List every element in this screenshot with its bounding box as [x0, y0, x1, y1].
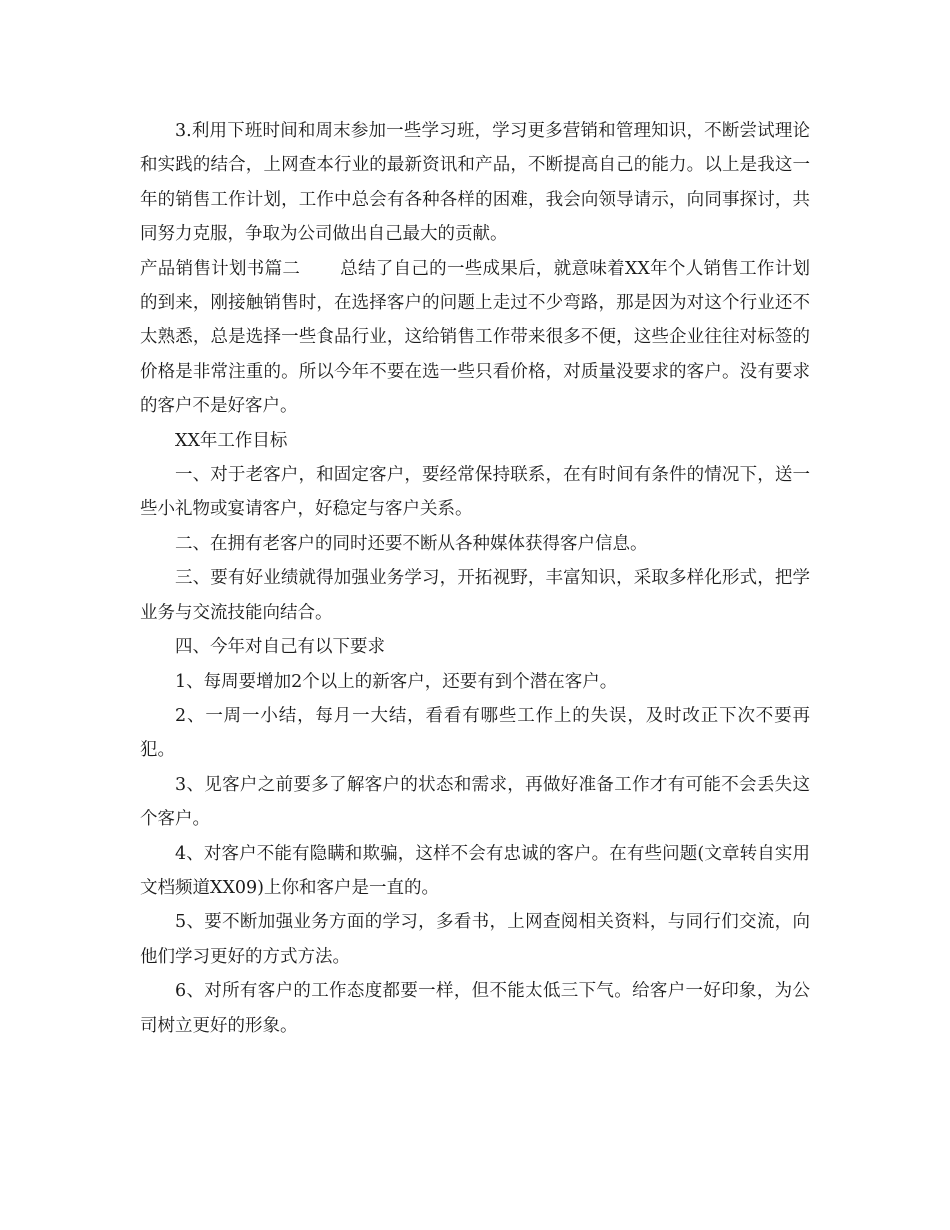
document-body	[140, 114, 810, 1043]
requirement-item-3: 3、见客户之前要多了解客户的状态和需求，再做好准备工作才有可能不会丢失这个客户。	[140, 774, 810, 830]
requirement-item-6: 6、对所有客户的工作态度都要一样，但不能太低三下气。给客户一好印象，为公司树立更好的形象。	[140, 981, 810, 1036]
requirement-item-1: 1、每周要增加2个以上的新客户，还要有到个潜在客户。	[175, 671, 618, 692]
requirement-item-5: 5、要不断加强业务方面的学习，多看书，上网查阅相关资料，与同行们交流，向他们学习更好的方式方法。	[140, 912, 810, 967]
goal-item-1: 一、对于老客户，和固定客户，要经常保持联系，在有时间有条件的情况下，送一些小礼物或宴请客户，好稳定与客户关系。	[140, 465, 810, 520]
requirement-item-2: 2、一周一小结，每月一大结，看看有哪些工作上的失误，及时改正下次不要再犯。	[140, 705, 810, 761]
section-intro: 总结了自己的一些成果后，就意味着XX年个人销售工作计划的到来，刚接触销售时，在选择客户的问题上走过不少弯路，那是因为对这个行业还不太熟悉，总是选择一些食品行业，这给销售工作带来很多不便，这些企业往往对标签的价格是非常注重的。所以今年不要在选一些只看价格，对质量没要求的客户。没有要求的客户不是好客户。	[140, 258, 810, 417]
goal-item-3: 三、要有好业绩就得加强业务学习，开拓视野，丰富知识，采取多样化形式，把学业务与交流技能向结合。	[140, 568, 810, 623]
section-heading: 产品销售计划书篇二	[140, 258, 301, 279]
goal-item-4: 四、今年对自己有以下要求	[175, 637, 385, 658]
goal-item-2: 二、在拥有老客户的同时还要不断从各种媒体获得客户信息。	[175, 533, 648, 554]
paragraph-study-plan: 3.利用下班时间和周末参加一些学习班，学习更多营销和管理知识，不断尝试理论和实践的结合，上网查本行业的最新资讯和产品，不断提高自己的能力。以上是我这一年的销售工作计划，工作中总会有各种各样的困难，我会向领导请示，向同事探讨，共同努力克服，争取为公司做出自己最大的贡献。	[140, 121, 810, 245]
section-two	[140, 252, 810, 424]
work-goals-heading: XX年工作目标	[175, 430, 288, 451]
requirement-item-4: 4、对客户不能有隐瞒和欺骗，这样不会有忠诚的客户。在有些问题(文章转自实用文档频道XX09)上你和客户是一直的。	[140, 843, 810, 898]
